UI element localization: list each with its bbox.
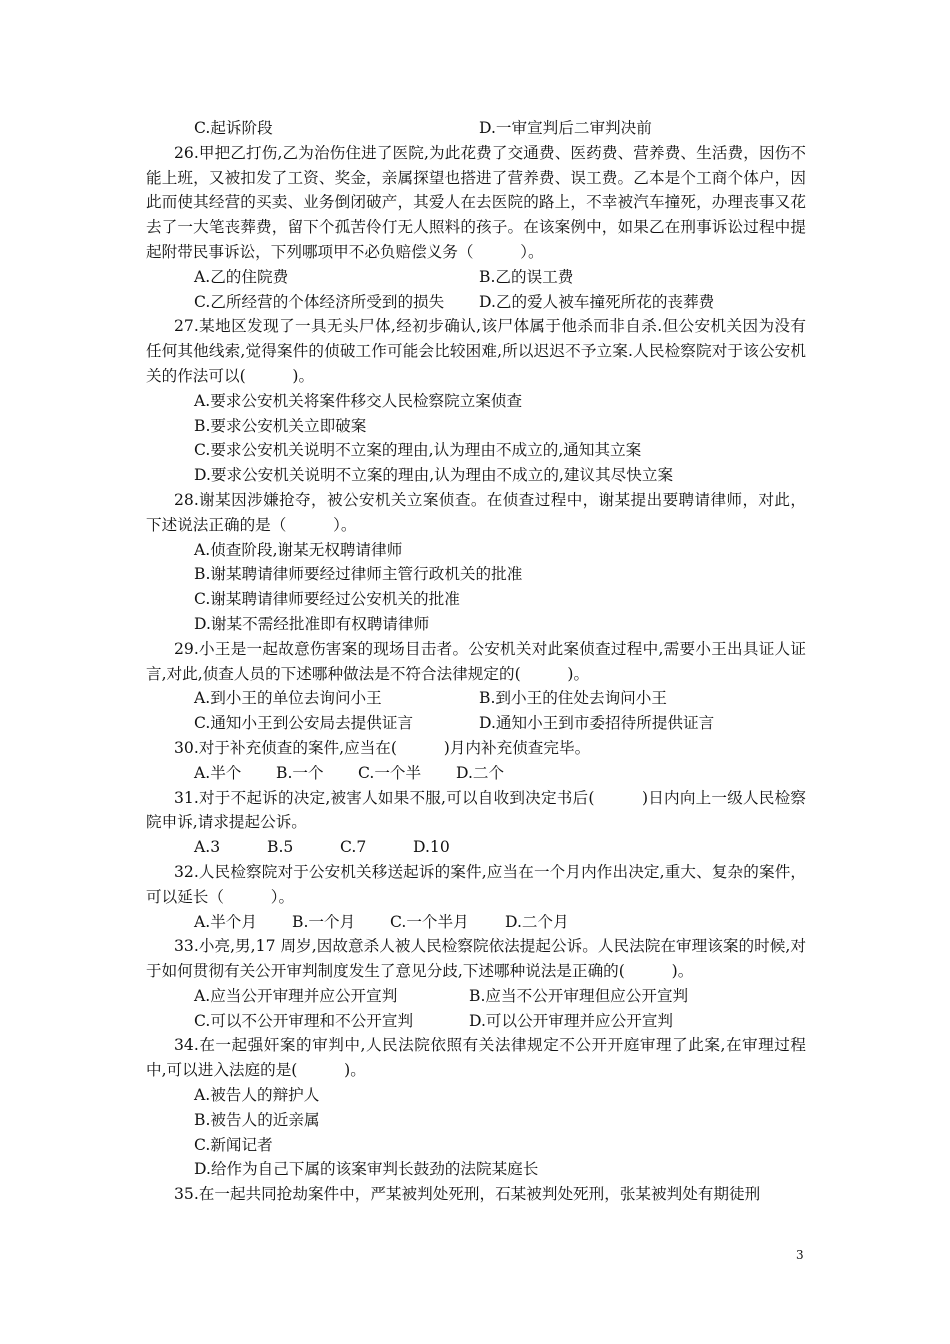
question-26: 26.甲把乙打伤,乙为治伤住进了医院,为此花费了交通费、医药费、营养费、生活费，因伤不能上班，又被扣发了工资、奖金，亲属探望也搭进了营养费、误工费。乙本是个工商个体户，因此而使其经营的买卖、业务倒闭破产，其爱人在去医院的路上，不幸被汽车撞死，办理丧事又花去了一大笔丧葬费，留下个孤苦伶仃无人照料的孩子。在该案例中，如果乙在刑事诉讼过程中提起附带民事诉讼，下列哪项甲不必负赔偿义务（ ）。: [146, 143, 806, 261]
option-c: C.乙所经营的个体经济所受到的损失: [194, 292, 445, 311]
option-c: C.一个半月: [390, 912, 469, 931]
option-a: A.半个月: [194, 912, 257, 931]
option-c: C.可以不公开审理和不公开宣判: [194, 1011, 414, 1030]
option-c: C.一个半: [358, 763, 422, 782]
question-32: 32.人民检察院对于公安机关移送起诉的案件,应当在一个月内作出决定,重大、复杂的案件，可以延长（ ）。: [146, 862, 806, 906]
options-row: [146, 290, 806, 315]
option-a: A.被告人的辩护人: [194, 1086, 320, 1105]
option-c: C.通知小王到公安局去提供证言: [194, 714, 414, 733]
option-b: B.一个月: [292, 912, 356, 931]
question-34: 34.在一起强奸案的审判中,人民法院依照有关法律规定不公开开庭审理了此案,在审理过程中,可以进入法庭的是( )。: [146, 1036, 806, 1080]
option-c: C.谢某聘请律师要经过公安机关的批准: [194, 590, 460, 609]
question-31: 31.对于不起诉的决定,被害人如果不服,可以自收到决定书后( )日内向上一级人民检察院申诉,请求提起公诉。: [146, 788, 806, 832]
options-row: [146, 1009, 806, 1034]
option-c: C.起诉阶段: [194, 119, 273, 137]
option-c: C.新闻记者: [194, 1135, 273, 1154]
question-30: 30.对于补充侦查的案件,应当在( )月内补充侦查完毕。: [174, 738, 591, 757]
option-b: B.要求公安机关立即破案: [194, 416, 367, 435]
option-d: D.通知小王到市委招待所提供证言: [479, 714, 715, 733]
option-d: D.二个: [456, 763, 505, 782]
option-b: B.应当不公开审理但应公开宣判: [469, 986, 689, 1005]
options-row: [146, 711, 806, 736]
option-a: A.半个: [194, 763, 242, 782]
option-d: D.给作为自己下属的该案审判长鼓劲的法院某庭长: [194, 1160, 539, 1179]
option-a: A.应当公开审理并应公开宣判: [194, 986, 398, 1005]
options-row: [146, 910, 806, 935]
option-d: D.二个月: [505, 912, 569, 931]
option-d: D.要求公安机关说明不立案的理由,认为理由不成立的,建议其尽快立案: [194, 466, 674, 485]
options-row: [146, 761, 806, 786]
option-d: D.谢某不需经批准即有权聘请律师: [194, 614, 430, 633]
option-a: A.乙的住院费: [194, 267, 289, 286]
option-b: B.5: [267, 838, 294, 857]
question-29: 29.小王是一起故意伤害案的现场目击者。公安机关对此案侦查过程中,需要小王出具证人证言,对此,侦查人员的下述哪种做法是不符合法律规定的( )。: [146, 639, 806, 683]
option-d: D.可以公开审理并应公开宣判: [469, 1011, 674, 1030]
option-b: B.到小王的住处去询问小王: [479, 689, 667, 708]
document-body: [146, 116, 806, 1207]
question-35: 35.在一起共同抢劫案件中，严某被判处死刑，石某被判处死刑，张某被判处有期徒刑: [174, 1185, 761, 1204]
option-a: A.到小王的单位去询问小王: [194, 689, 382, 708]
option-a: A.侦查阶段,谢某无权聘请律师: [194, 540, 403, 559]
options-row: [146, 984, 806, 1009]
option-c: C.要求公安机关说明不立案的理由,认为理由不成立的,通知其立案: [194, 441, 642, 460]
options-row: [146, 686, 806, 711]
option-b: B.被告人的近亲属: [194, 1110, 320, 1129]
option-b: B.一个: [276, 763, 324, 782]
option-d: D.一审宣判后二审判决前: [479, 119, 652, 137]
option-a: A.要求公安机关将案件移交人民检察院立案侦查: [194, 391, 523, 410]
option-a: A.3: [194, 838, 221, 857]
option-b: B.乙的误工费: [479, 267, 574, 286]
option-c: C.7: [340, 838, 367, 857]
options-row: [146, 265, 806, 290]
option-d: D.乙的爱人被车撞死所花的丧葬费: [479, 292, 715, 311]
option-d: D.10: [413, 838, 450, 857]
options-row: [146, 835, 806, 860]
options-row: [146, 116, 806, 141]
option-b: B.谢某聘请律师要经过律师主管行政机关的批准: [194, 565, 523, 584]
question-33: 33.小亮,男,17 周岁,因故意杀人被人民检察院依法提起公诉。人民法院在审理该案的时候,对于如何贯彻有关公开审判制度发生了意见分歧,下述哪种说法是正确的( )。: [146, 937, 806, 981]
question-27: 27.某地区发现了一具无头尸体,经初步确认,该尸体属于他杀而非自杀.但公安机关因为没有任何其他线索,觉得案件的侦破工作可能会比较困难,所以迟迟不予立案.人民检察院对于该公安机关的作法可以( )。: [146, 317, 806, 385]
page-number: 3: [796, 1248, 804, 1262]
question-28: 28.谢某因涉嫌抢夺，被公安机关立案侦查。在侦查过程中，谢某提出要聘请律师，对此，下述说法正确的是（ ）。: [146, 490, 806, 534]
